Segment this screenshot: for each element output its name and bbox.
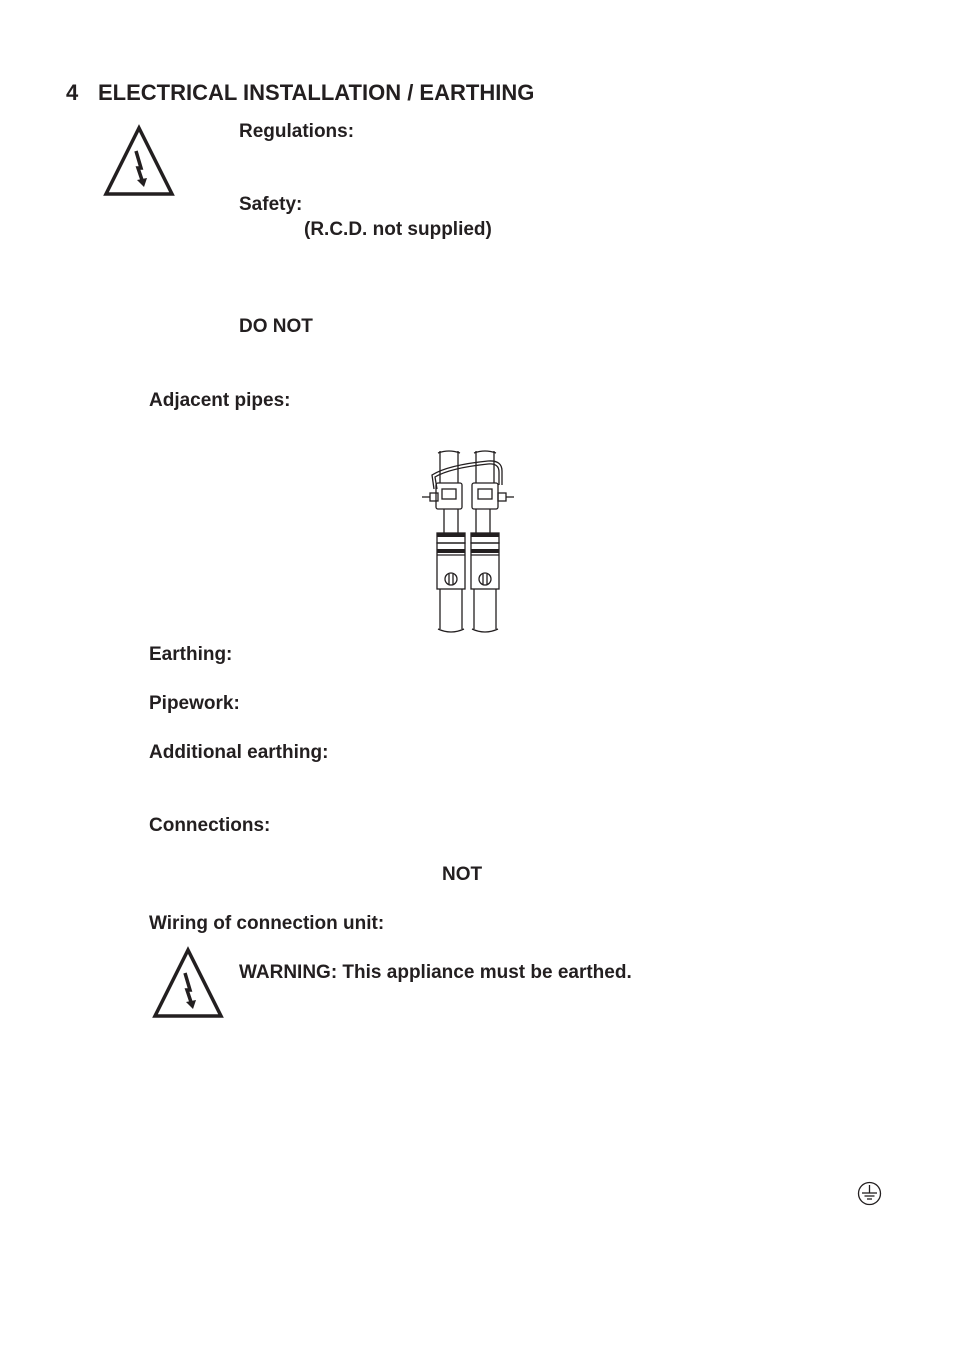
earth-symbol-icon (857, 1181, 882, 1206)
not-label: NOT (442, 864, 483, 885)
earthing-label: Earthing: (149, 644, 233, 665)
pipe-earth-bonding-illustration (418, 449, 518, 635)
section-title: ELECTRICAL INSTALLATION / EARTHING (98, 80, 535, 105)
additional-earthing-label: Additional earthing: (149, 742, 329, 763)
warning-text: WARNING: This appliance must be earthed. (239, 962, 632, 983)
connections-label: Connections: (149, 815, 271, 836)
pipework-label: Pipework: (149, 693, 240, 714)
rcd-note: (R.C.D. not supplied) (304, 219, 492, 240)
section-number: 4 (66, 80, 79, 105)
electrical-hazard-icon (152, 947, 224, 1019)
electrical-hazard-icon (103, 125, 175, 197)
wiring-label: Wiring of connection unit: (149, 913, 385, 934)
safety-label: Safety: (239, 194, 303, 215)
do-not-label: DO NOT (239, 316, 313, 337)
adjacent-pipes-label: Adjacent pipes: (149, 390, 291, 411)
regulations-label: Regulations: (239, 121, 355, 142)
